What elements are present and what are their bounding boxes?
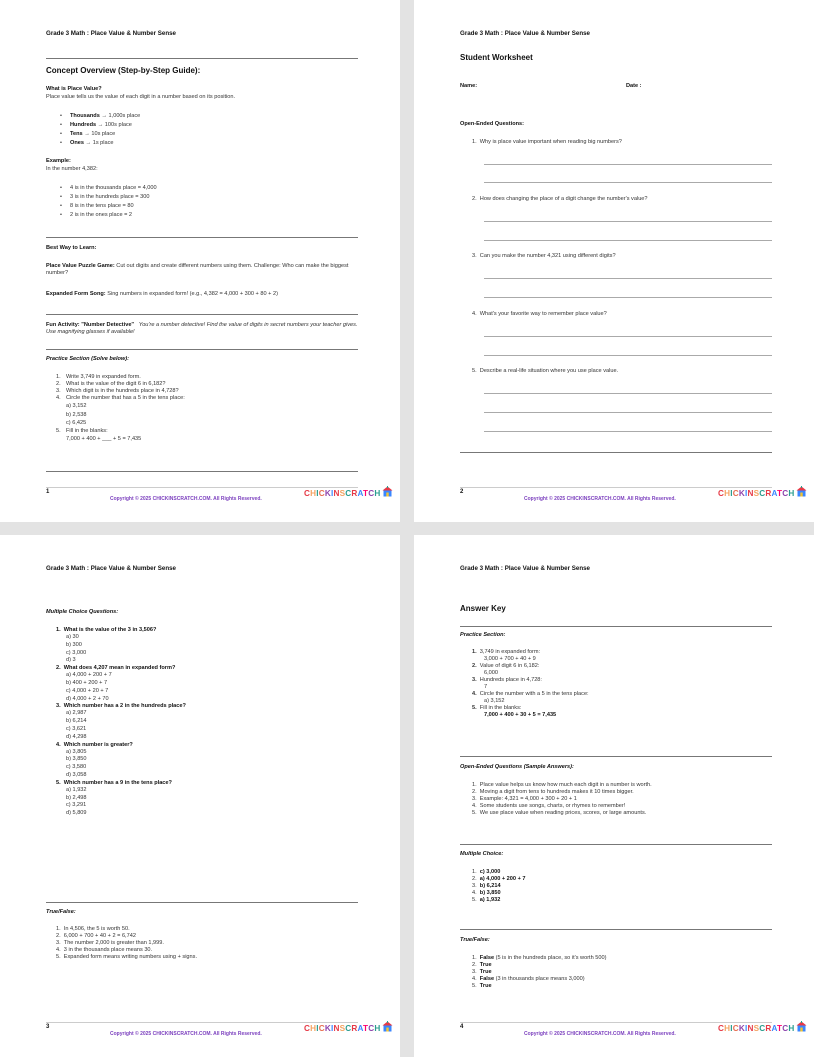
brand-letter: C (718, 1024, 725, 1033)
list-item: • Hundreds → 100s place (46, 121, 346, 130)
brand-letter: H (788, 489, 795, 498)
option: b) 2,538 (66, 411, 87, 418)
brand-letter: C (345, 489, 352, 498)
option: c) 6,425 (66, 420, 87, 426)
answer-line[interactable] (484, 355, 772, 356)
example-text: In the number 4,382: (46, 166, 98, 172)
brand-letter: I (330, 1024, 334, 1033)
brand-letter: R (351, 1024, 358, 1033)
list-item: • 4 is in the thousands place = 4,000 (46, 184, 346, 193)
open-ended-title: Open-Ended Questions: (460, 121, 525, 127)
option[interactable]: a) 1,932 (66, 786, 87, 793)
answer-line[interactable] (484, 278, 772, 279)
example-list (46, 184, 346, 220)
list-item: 1. In 4,506, the 5 is worth 50. (56, 926, 130, 932)
brand-letter: H (310, 489, 317, 498)
brand-letter: I (730, 1024, 733, 1033)
brand-letter: T (777, 489, 783, 498)
option[interactable]: c) 3,580 (66, 764, 87, 771)
places-list (46, 112, 346, 148)
brand-letter: I (330, 489, 334, 498)
answer-line[interactable] (484, 412, 772, 413)
brand-letter: N (747, 1024, 754, 1033)
list-item: • 3 is in the hundreds place = 300 (46, 193, 346, 202)
list-item: • Thousands → 1,000s place (46, 112, 346, 121)
brand-letter: H (374, 489, 381, 498)
brand-letter: S (339, 1024, 346, 1033)
ak-mc-list (472, 869, 772, 904)
page-4 (414, 535, 814, 1057)
option[interactable]: a) 2,987 (66, 710, 87, 717)
page-number: 4 (460, 1024, 464, 1030)
brand-letter: N (747, 489, 754, 498)
best-way-heading: Best Way to Learn: (46, 245, 97, 251)
list-item: 4. b) 3,850 (472, 890, 501, 896)
brand-letter: S (339, 489, 346, 498)
brand-letter: N (333, 489, 340, 498)
brand-letter: C (759, 489, 766, 498)
divider (460, 756, 772, 757)
page-number: 2 (460, 489, 464, 495)
fill-expression: 7,000 + 400 + ___ + 5 = 7,435 (66, 435, 142, 442)
list-item: 1. c) 3,000 (472, 869, 501, 875)
brand-letter: I (730, 489, 733, 498)
copyright: Copyright © 2025 CHICKINSCRATCH.COM. All Rights Reserved. (524, 496, 676, 502)
option[interactable]: c) 4,000 + 20 + 7 (66, 687, 109, 694)
brand-letter: S (753, 489, 760, 498)
schoolhouse-icon (380, 489, 393, 498)
brand-letter: C (759, 1024, 766, 1033)
divider (46, 58, 358, 59)
list-item: 5. Fill in the blanks: 7,000 + 400 + ___ + 5 = 7,435 (56, 428, 346, 444)
brand-letter: C (318, 1024, 325, 1033)
option[interactable]: a) 4,000 + 200 + 7 (66, 672, 112, 679)
practice-title: Practice Section (Solve below): (46, 356, 129, 362)
puzzle-game-text: Place Value Puzzle Game: Cut out digits and create different numbers using them. Challenge: Who can make the biggest number? (46, 263, 349, 276)
brand-letter: A (771, 1024, 778, 1033)
copyright: Copyright © 2025 CHICKINSCRATCH.COM. All Rights Reserved. (110, 496, 262, 502)
list-item: 2. True (472, 962, 492, 968)
brand-letter: I (316, 1024, 319, 1033)
mc-question: 3. Which number has a 2 in the hundreds place? a) 2,987 b) 6,214 c) 3,621 d) 4,298 (56, 703, 356, 741)
brand-letter: A (357, 489, 364, 498)
name-label: Name: (460, 83, 478, 89)
list-item: 2. a) 4,000 + 200 + 7 (472, 876, 526, 882)
list-item: 4. Some students use songs, charts, or rhymes to remember! (472, 803, 626, 809)
list-item: 3. The number 2,000 is greater than 1,999. (56, 940, 164, 946)
schoolhouse-icon (794, 489, 807, 498)
multiple-choice-title: Multiple Choice Questions: (46, 609, 119, 615)
divider (460, 844, 772, 845)
date-label: Date : (626, 83, 642, 89)
page-1 (0, 0, 400, 522)
answer-line[interactable] (484, 164, 772, 165)
brand-letter: C (732, 489, 739, 498)
brand-letter: K (324, 1024, 331, 1033)
option[interactable]: d) 4,000 + 2 + 70 (66, 695, 109, 702)
list-item: 5. Fill in the blanks: 7,000 + 400 + 30 + 5 = 7,435 (472, 705, 557, 718)
true-false-title: True/False: (46, 909, 76, 915)
answer-line[interactable] (484, 297, 772, 298)
answer-line[interactable] (484, 393, 772, 394)
ak-oe-list (472, 782, 772, 817)
tf-list (56, 926, 356, 961)
ak-open-ended-title: Open-Ended Questions (Sample Answers): (460, 764, 574, 770)
list-item: 4. 3 in the thousands place means 30. (56, 947, 153, 953)
ak-true-false-title: True/False: (460, 937, 490, 943)
brand-letter: C (345, 1024, 352, 1033)
brand-logo (304, 486, 393, 498)
list-item: 1. Place value helps us know how much each digit in a number is worth. (472, 782, 652, 788)
page-number: 1 (46, 489, 50, 495)
list-item: 3. True (472, 969, 492, 975)
brand-logo (718, 1021, 807, 1033)
mc-question: 4. Which number is greater? a) 3,805 b) 3,850 c) 3,580 d) 3,058 (56, 742, 356, 780)
ak-practice-title: Practice Section: (460, 632, 506, 638)
list-item: • Tens → 10s place (46, 130, 346, 139)
brand-letter: I (744, 489, 748, 498)
mc-question: 2. What does 4,207 mean in expanded form? a) 4,000 + 200 + 7 b) 400 + 200 + 7 c) 4,000 + 20 + 7 d) 4,000 + 2 + 70 (56, 665, 356, 703)
option: a) 3,152 (66, 403, 87, 409)
list-item: 4. False (3 in thousands place means 3,000) (472, 976, 585, 982)
brand-letter: A (771, 489, 778, 498)
option[interactable]: c) 3,000 (66, 649, 87, 656)
copyright: Copyright © 2025 CHICKINSCRATCH.COM. All Rights Reserved. (524, 1031, 676, 1037)
option[interactable]: a) 30 (66, 634, 79, 640)
answer-line[interactable] (484, 431, 772, 432)
brand-letter: C (304, 1024, 311, 1033)
divider (460, 626, 772, 627)
mc-list (56, 627, 356, 818)
answer-line[interactable] (484, 336, 772, 337)
brand-letter: I (744, 1024, 748, 1033)
divider (460, 452, 772, 453)
list-item: 1. False (5 is in the hundreds place, so it's worth 500) (472, 955, 607, 961)
brand-letter: H (724, 489, 731, 498)
brand-letter: R (351, 489, 358, 498)
page-header: Grade 3 Math : Place Value & Number Sense (46, 565, 176, 572)
brand-letter: H (788, 1024, 795, 1033)
list-item: 2. What is the value of the digit 6 in 6,182? (56, 381, 166, 387)
what-is-place-value-heading: What is Place Value? (46, 86, 102, 92)
divider (460, 929, 772, 930)
option[interactable]: b) 6,214 (66, 718, 87, 725)
option[interactable]: c) 3,621 (66, 725, 87, 732)
brand-letter: H (724, 1024, 731, 1033)
brand-letter: C (368, 489, 375, 498)
list-item: 3. Hundreds place in 4,728: 7 (472, 677, 542, 690)
brand-letter: T (777, 1024, 783, 1033)
example-label: Example: (46, 158, 71, 164)
copyright: Copyright © 2025 CHICKINSCRATCH.COM. All Rights Reserved. (110, 1031, 262, 1037)
mc-question: 5. Which number has a 9 in the tens place? a) 1,932 b) 2,498 c) 3,291 d) 5,809 (56, 780, 356, 818)
option[interactable]: d) 4,298 (66, 733, 87, 740)
practice-list (56, 374, 346, 444)
list-item: • 8 is in the tens place = 80 (46, 202, 346, 211)
brand-letter: C (732, 1024, 739, 1033)
divider (46, 471, 358, 472)
brand-letter: K (738, 489, 745, 498)
list-item: 2. 6,000 + 700 + 40 + 2 = 6,742 (56, 933, 136, 939)
brand-letter: H (310, 1024, 317, 1033)
brand-letter: I (316, 489, 319, 498)
ak-tf-list (472, 955, 772, 990)
brand-letter: R (765, 1024, 772, 1033)
page-header: Grade 3 Math : Place Value & Number Sense (460, 565, 590, 572)
ak-practice-list (472, 649, 772, 719)
option[interactable]: b) 3,850 (66, 756, 87, 763)
page-number: 3 (46, 1024, 50, 1030)
option[interactable]: d) 3,058 (66, 771, 87, 778)
divider (46, 237, 358, 238)
divider (46, 349, 358, 350)
answer-line[interactable] (484, 221, 772, 222)
answer-line[interactable] (484, 182, 772, 183)
option[interactable]: b) 400 + 200 + 7 (66, 679, 108, 686)
divider (46, 314, 358, 315)
brand-letter: S (753, 1024, 760, 1033)
brand-letter: C (368, 1024, 375, 1033)
brand-letter: T (363, 1024, 369, 1033)
brand-letter: C (718, 489, 725, 498)
list-item: 5. True (472, 983, 492, 989)
list-item: 5. Expanded form means writing numbers using + signs. (56, 954, 198, 960)
brand-letter: K (738, 1024, 745, 1033)
list-item: 1. Write 3,749 in expanded form. (56, 374, 141, 380)
list-item: 5. a) 1,932 (472, 897, 501, 903)
brand-letter: A (357, 1024, 364, 1033)
list-item: 4. Circle the number with a 5 in the tens place: a) 3,152 (472, 691, 589, 704)
list-item: • Ones → 1s place (46, 139, 346, 148)
page-header: Grade 3 Math : Place Value & Number Sense (460, 30, 590, 37)
mc-question: 1. What is the value of the 3 in 3,506? a) 30 b) 300 c) 3,000 d) 3 (56, 627, 356, 665)
page-2 (414, 0, 814, 522)
page-3 (0, 535, 400, 1057)
list-item: 3. Which digit is in the hundreds place in 4,728? (56, 388, 179, 394)
brand-letter: H (374, 1024, 381, 1033)
answer-key-title: Answer Key (460, 604, 506, 613)
brand-letter: C (304, 489, 311, 498)
brand-letter: C (782, 489, 789, 498)
page-header: Grade 3 Math : Place Value & Number Sense (46, 30, 176, 37)
brand-letter: R (765, 489, 772, 498)
list-item: 2. Value of digit 6 in 6,182: 6,000 (472, 663, 540, 676)
list-item: 4. Circle the number that has a 5 in the tens place: a) 3,152 b) 2,538 c) 6,425 (56, 395, 346, 428)
question-1: 1. Why is place value important when reading big numbers? (472, 139, 622, 145)
question-4: 4. What's your favorite way to remember place value? (472, 311, 607, 317)
what-is-place-value-text: Place value tells us the value of each digit in a number based on its position. (46, 94, 236, 100)
answer-line[interactable] (484, 240, 772, 241)
worksheet-title: Student Worksheet (460, 53, 533, 62)
list-item: 3. Example: 4,321 = 4,000 + 300 + 20 + 1 (472, 796, 577, 802)
schoolhouse-icon (794, 1024, 807, 1033)
list-item: 2. Moving a digit from tens to hundreds makes it 10 times bigger. (472, 789, 634, 795)
schoolhouse-icon (380, 1024, 393, 1033)
brand-letter: N (333, 1024, 340, 1033)
option[interactable]: c) 3,291 (66, 802, 87, 809)
brand-logo (718, 486, 807, 498)
question-3: 3. Can you make the number 4,321 using different digits? (472, 253, 616, 259)
fun-activity-text: Fun Activity: "Number Detective" You're a number detective! Find the value of digits in secret numbers your teacher gives. Use magnifying glasses if available! (46, 322, 358, 335)
brand-letter: C (782, 1024, 789, 1033)
ak-multiple-choice-title: Multiple Choice: (460, 851, 504, 857)
brand-letter: C (318, 489, 325, 498)
list-item: 1. 3,749 in expanded form: 3,000 + 700 + 40 + 9 (472, 649, 541, 662)
question-5: 5. Describe a real-life situation where you use place value. (472, 368, 619, 374)
list-item: 5. We use place value when reading prices, scores, or large amounts. (472, 810, 647, 816)
concept-title: Concept Overview (Step-by-Step Guide): (46, 66, 201, 75)
brand-letter: K (324, 489, 331, 498)
question-2: 2. How does changing the place of a digit change the number's value? (472, 196, 648, 202)
divider (46, 902, 358, 903)
brand-letter: T (363, 489, 369, 498)
list-item: • 2 is in the ones place = 2 (46, 211, 346, 220)
option[interactable]: b) 300 (66, 641, 82, 648)
option[interactable]: d) 5,809 (66, 810, 87, 817)
brand-logo (304, 1021, 393, 1033)
option[interactable]: a) 3,805 (66, 748, 87, 755)
option[interactable]: d) 3 (66, 657, 76, 664)
list-item: 3. b) 6,214 (472, 883, 501, 889)
song-text: Expanded Form Song: Sing numbers in expanded form! (e.g., 4,382 = 4,000 + 300 + 80 + 2) (46, 291, 278, 297)
option[interactable]: b) 2,498 (66, 794, 87, 801)
